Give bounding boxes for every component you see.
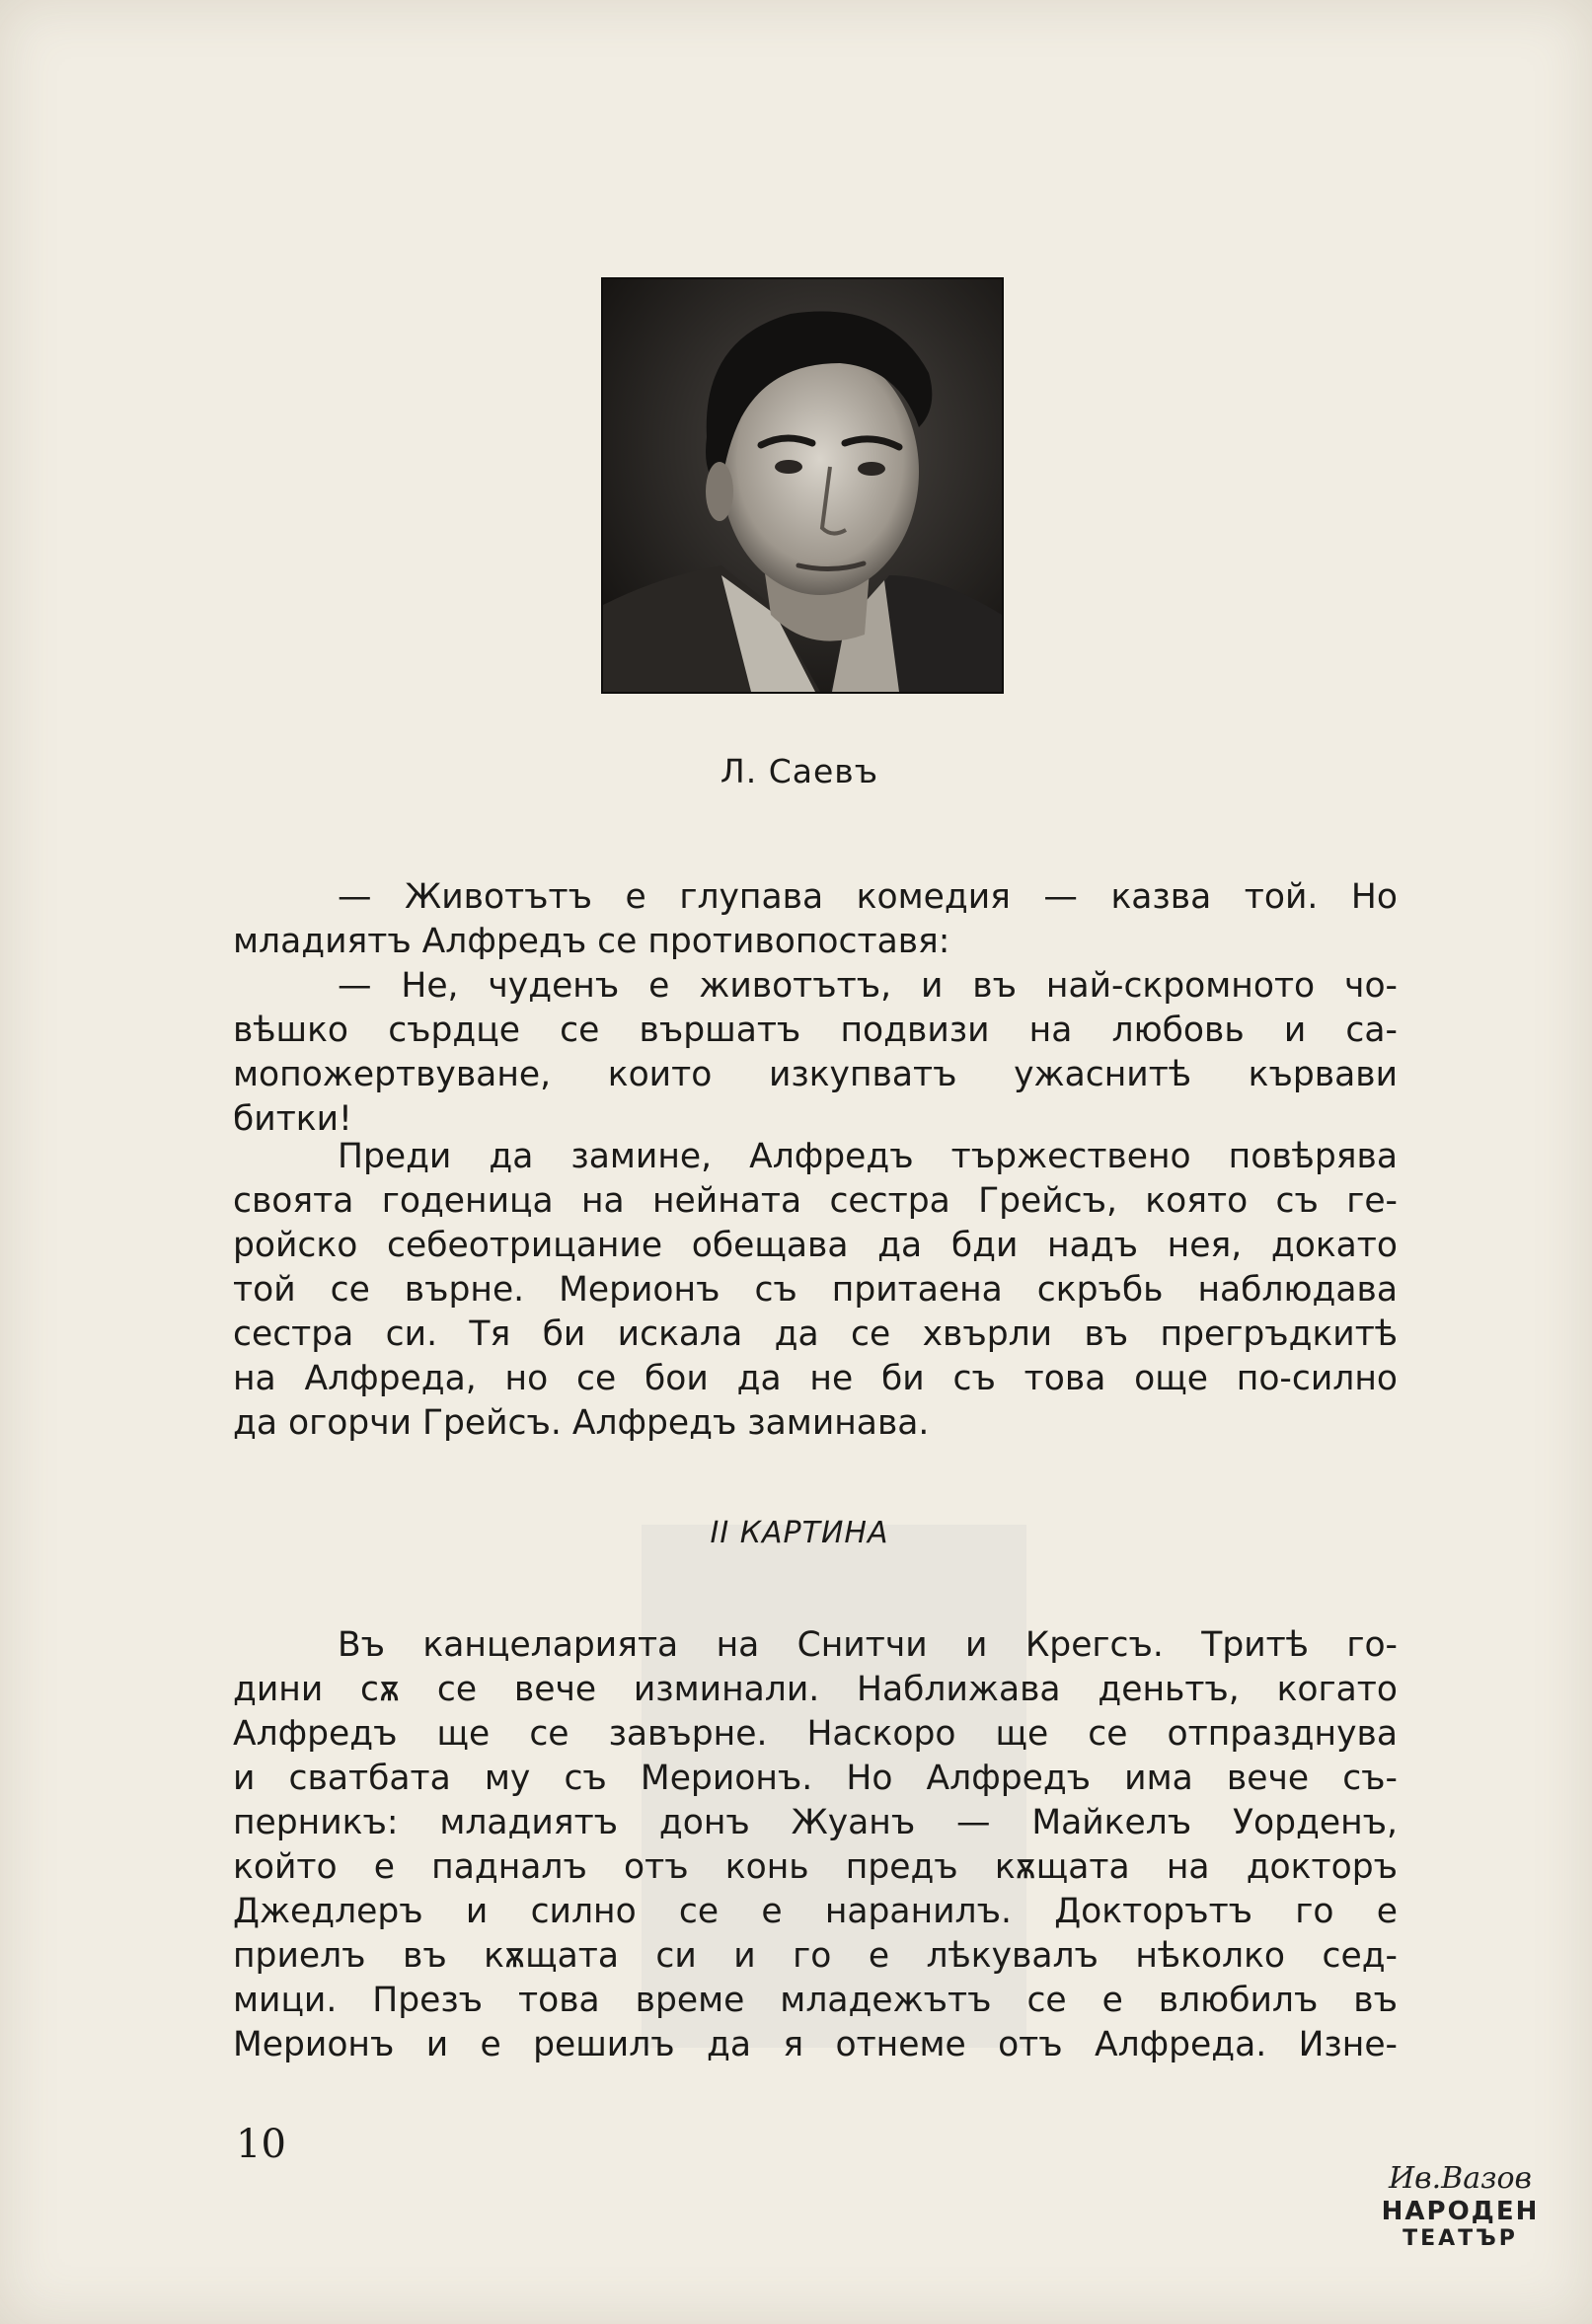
text-line: Алфредъ ще се завърне. Наскоро ще се отпразднува <box>233 1714 1398 1754</box>
paragraph-office-scene <box>233 1623 1398 2067</box>
text-line: младиятъ Алфредъ се противопоставя: <box>233 922 950 961</box>
section-heading: II КАРТИНА <box>710 1516 889 1550</box>
paragraph-dialogue <box>233 875 1398 1142</box>
text-line: и сватбата му съ Мерионъ. Но Алфредъ има вече съ- <box>233 1759 1398 1798</box>
page-number: 10 <box>236 2122 286 2167</box>
text-line: ройско себеотрицание обещава да бди надъ нея, докато <box>233 1226 1398 1265</box>
text-line: той се върне. Мерионъ съ притаена скръбь наблюдава <box>233 1270 1398 1310</box>
stamp-line-2: ТЕАТЪР <box>1402 2226 1518 2251</box>
text-line: — Не, чуденъ е животътъ, и въ най-скромното чо- <box>338 966 1398 1006</box>
text-line: Джедлеръ и силно се е наранилъ. Докторътъ го е <box>233 1892 1398 1931</box>
text-line: — Животътъ е глупава комедия — казва той. Но <box>338 877 1398 917</box>
text-line: Мерионъ и е решилъ да я отнеме отъ Алфреда. Изне- <box>233 2025 1398 2064</box>
text-line: Въ канцеларията на Снитчи и Крегсъ. Тритѣ го- <box>338 1625 1398 1665</box>
text-line: дини сѫ се вече изминали. Наближава деньтъ, когато <box>233 1670 1398 1709</box>
text-line: мици. Презъ това време младежътъ се е влюбилъ въ <box>233 1981 1398 2020</box>
text-line: на Алфреда, но се бои да не би съ това още по-силно <box>233 1359 1398 1398</box>
stamp-signature: Ив.Вазов <box>1389 2161 1532 2196</box>
text-line: битки! <box>233 1099 352 1139</box>
text-line: вѣшко сърдце се вършатъ подвизи на любовь и са- <box>233 1011 1398 1050</box>
paragraph-departure <box>233 1135 1398 1446</box>
text-line: да огорчи Грейсъ. Алфредъ заминава. <box>233 1403 930 1443</box>
text-line: сестра си. Тя би искала да се хвърли въ прегръдкитѣ <box>233 1314 1398 1354</box>
portrait-caption: Л. Саевъ <box>720 752 879 790</box>
theatre-stamp-logo <box>1374 2161 1547 2280</box>
text-line: Преди да замине, Алфредъ тържествено повѣрява <box>338 1137 1398 1176</box>
text-line: своята годеница на нейната сестра Грейсъ, която съ ге- <box>233 1181 1398 1221</box>
text-line: мопожертвуване, които изкупватъ ужаснитѣ кървави <box>233 1055 1398 1094</box>
text-line: който е падналъ отъ конь предъ кѫщата на докторъ <box>233 1847 1398 1887</box>
text-line: перникъ: младиятъ донъ Жуанъ — Майкелъ Уорденъ, <box>233 1803 1398 1842</box>
text-line: приелъ въ кѫщата си и го е лѣкувалъ нѣколко сед- <box>233 1936 1398 1976</box>
stamp-line-1: НАРОДЕН <box>1381 2197 1540 2226</box>
portrait-photo <box>601 277 1004 694</box>
